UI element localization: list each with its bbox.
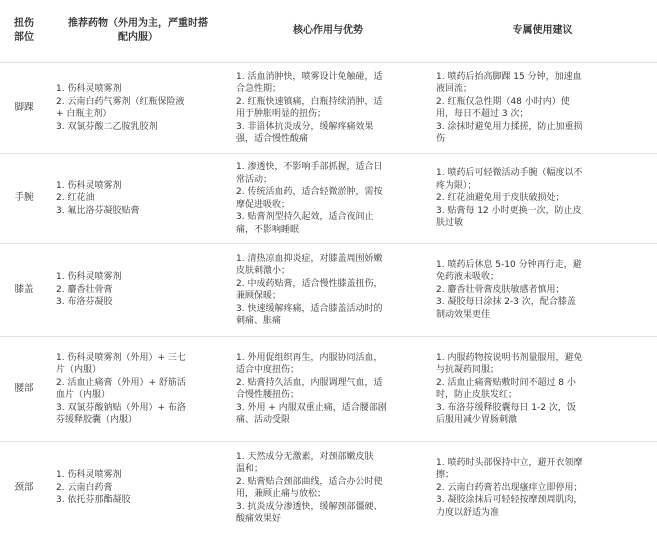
cell-line: 1. 喷药后可轻微活动手腕（幅度以不 — [436, 168, 583, 179]
cell-line: 3. 双氯芬酸钠贴（外用）+ 布洛 — [56, 402, 186, 413]
header-drugs: 推荐药物（外用为主，严重时搭 配内服） — [48, 0, 228, 63]
cell-line: 2. 中成药贴膏，适合慢性膝盖扭伤， — [236, 278, 383, 289]
cell-line: 强，适合慢性酸痛 — [236, 134, 309, 144]
cell-line: 2. 云南白药膏 — [56, 482, 113, 493]
cell-line: 用于肿胀明显的扭伤； — [236, 109, 327, 119]
cell-line: 2. 红花油 — [56, 193, 95, 204]
cell-line: 皮肤刺激小； — [236, 266, 291, 276]
advice-cell — [428, 244, 657, 337]
cell-line: 3. 外用 + 内服双重止痛，适合腰部剧 — [236, 402, 387, 413]
cell-line: 1. 伤科灵喷雾剂 — [56, 272, 122, 283]
body-part-cell: 脚踝 — [0, 63, 48, 154]
effects-cell — [228, 337, 428, 442]
effects-cell — [228, 154, 428, 244]
cell-line: 2. 云南白药气雾剂（红瓶保险液 — [56, 96, 185, 107]
table-row — [0, 63, 657, 154]
cell-line: 用，兼顾止痛与放松； — [236, 489, 327, 499]
cell-line: 2. 红瓶快速镇痛，白瓶持续消肿，适 — [236, 96, 383, 107]
cell-line: 3. 依托芬那酯凝胶 — [56, 495, 131, 506]
table-row — [0, 154, 657, 244]
cell-line: 2. 红瓶仅急性期（48 小时内）使 — [436, 96, 570, 107]
cell-line: 3. 凝胶涂抹后可轻轻按摩颈周肌肉， — [436, 495, 583, 506]
cell-line: 1. 喷药时头部保持中立，避开衣领摩 — [436, 457, 583, 468]
cell-line: 3. 抗炎成分渗透快，缓解颈部僵硬、 — [236, 501, 383, 512]
cell-line: 1. 伤科灵喷雾剂（外用）+ 三七 — [56, 352, 186, 363]
cell-line: 肤过敏 — [436, 218, 464, 229]
header-part: 扭伤 部位 — [0, 0, 48, 63]
cell-line: 摩促进吸收； — [236, 199, 291, 210]
drugs-cell — [48, 337, 228, 442]
cell-line: 3. 涂抹时避免用力揉搓，防止加重损 — [436, 121, 583, 132]
advice-cell — [428, 154, 657, 244]
cell-line: 3. 贴膏每 12 小时更换一次，防止皮 — [436, 205, 582, 216]
cell-line: 1. 喷药后抬高脚踝 15 分钟，加速血 — [436, 71, 582, 82]
cell-line: 3. 非甾体抗炎成分，缓解疼痛效果 — [236, 121, 374, 132]
effects-cell — [228, 442, 428, 535]
cell-line: 1. 伤科灵喷雾剂 — [56, 180, 122, 191]
cell-line: 1. 内服药物按说明书剂量服用，避免 — [436, 352, 583, 363]
cell-line: 2. 活血止痛膏贴敷时间不超过 8 小 — [436, 377, 576, 388]
cell-line: 后服用减少胃肠刺激 — [436, 415, 518, 425]
cell-line: 3. 贴膏剂型持久起效，适合夜间止 — [236, 212, 374, 222]
cell-line: 疼为限）； — [436, 180, 477, 191]
cell-line: 血片（内服） — [56, 390, 111, 400]
cell-line: 2. 云南白药膏若出现瘙痒立即停用； — [436, 482, 583, 493]
advice-cell — [428, 337, 657, 442]
cell-line: 1. 清热凉血抑炎症，对膝盖周围娇嫩 — [236, 253, 383, 264]
body-part-cell: 腰部 — [0, 337, 48, 442]
cell-line: 制动效果更佳 — [436, 309, 491, 320]
cell-line: 痛，不影响睡眠 — [236, 224, 300, 235]
cell-line: 2. 麝香壮骨膏 — [56, 284, 113, 295]
cell-line: 擦； — [436, 470, 455, 481]
cell-line: 合慢性腰扭伤； — [236, 390, 300, 400]
advice-cell — [428, 442, 657, 535]
cell-line: 温和； — [236, 464, 264, 474]
cell-line: 1. 天然成分无激素，对颈部嫩皮肤 — [236, 451, 374, 462]
cell-line: 3. 氟比洛芬凝胶贴膏 — [56, 205, 140, 216]
cell-line: 合急性期； — [236, 84, 282, 94]
table-row — [0, 244, 657, 337]
advice-cell — [428, 63, 657, 154]
cell-line: 2. 麝香壮骨膏皮肤敏感者慎用； — [436, 284, 565, 295]
header-advice: 专属使用建议 — [428, 0, 657, 63]
cell-line: 1. 伤科灵喷雾剂 — [56, 84, 122, 94]
cell-line: 2. 传统活血药，适合轻微淤肿，需按 — [236, 187, 383, 197]
cell-line: 2. 红花油避免用于皮肤破损处； — [436, 193, 565, 204]
cell-line: 片（内服） — [56, 365, 102, 375]
cell-line: 免药液未吸收； — [436, 272, 500, 283]
cell-line: 3. 快速缓解疼痛，适合膝盖活动时的 — [236, 303, 383, 314]
cell-line: 力度以舒适为准 — [436, 507, 500, 518]
header-effects: 核心作用与优势 — [228, 0, 428, 63]
cell-line: 3. 布洛芬凝胶 — [56, 297, 113, 308]
cell-line: 时，防止皮肤发红； — [436, 390, 518, 400]
cell-line: 3. 双氯芬酸二乙胺乳胶剂 — [56, 121, 158, 132]
cell-line: 2. 活血止痛膏（外用）+ 舒筋活 — [56, 377, 186, 388]
drugs-cell — [48, 63, 228, 154]
table-header-row — [0, 0, 657, 63]
table-row — [0, 337, 657, 442]
cell-line: 1. 喷药后休息 5-10 分钟再行走，避 — [436, 259, 582, 270]
cell-line: 3. 凝胶每日涂抹 2-3 次，配合膝盖 — [436, 297, 576, 308]
cell-line: 1. 渗透快，不影响手部抓握，适合日 — [236, 162, 383, 172]
cell-line: 刺痛、胀痛 — [236, 316, 282, 326]
body-part-cell: 膝盖 — [0, 244, 48, 337]
cell-line: 1. 伤科灵喷雾剂 — [56, 470, 122, 481]
cell-line: + 白瓶主剂） — [56, 109, 112, 119]
cell-line: 伤 — [436, 134, 446, 144]
drugs-cell — [48, 442, 228, 535]
cell-line: 2. 贴膏贴合颈部曲线，适合办公时使 — [236, 476, 383, 487]
cell-line: 适合中度扭伤； — [236, 365, 300, 375]
body-part-cell: 手腕 — [0, 154, 48, 244]
cell-line: 与抗凝药同服； — [436, 365, 500, 375]
cell-line: 常活动； — [236, 174, 273, 185]
effects-cell — [228, 244, 428, 337]
body-part-cell: 颈部 — [14, 481, 34, 493]
drugs-cell — [48, 244, 228, 337]
cell-line: 兼顾保暖； — [236, 291, 282, 301]
cell-line: 用，每日不超过 3 次； — [436, 109, 529, 119]
cell-line: 2. 贴膏持久活血，内服调理气血，适 — [236, 377, 383, 388]
cell-line: 1. 活血消肿快，喷雾设计免触碰，适 — [236, 71, 383, 82]
cell-line: 1. 外用促组织再生，内服协同活血， — [236, 352, 383, 363]
cell-line: 酸痛效果好 — [236, 514, 282, 524]
table-row — [0, 442, 657, 535]
cell-line: 芬缓释胶囊（内服） — [56, 415, 138, 425]
drugs-cell — [48, 154, 228, 244]
effects-cell — [228, 63, 428, 154]
cell-line: 痛、活动受限 — [236, 415, 291, 425]
cell-line: 3. 布洛芬缓释胶囊每日 1-2 次，饭 — [436, 402, 576, 413]
cell-line: 液回流； — [436, 84, 473, 94]
